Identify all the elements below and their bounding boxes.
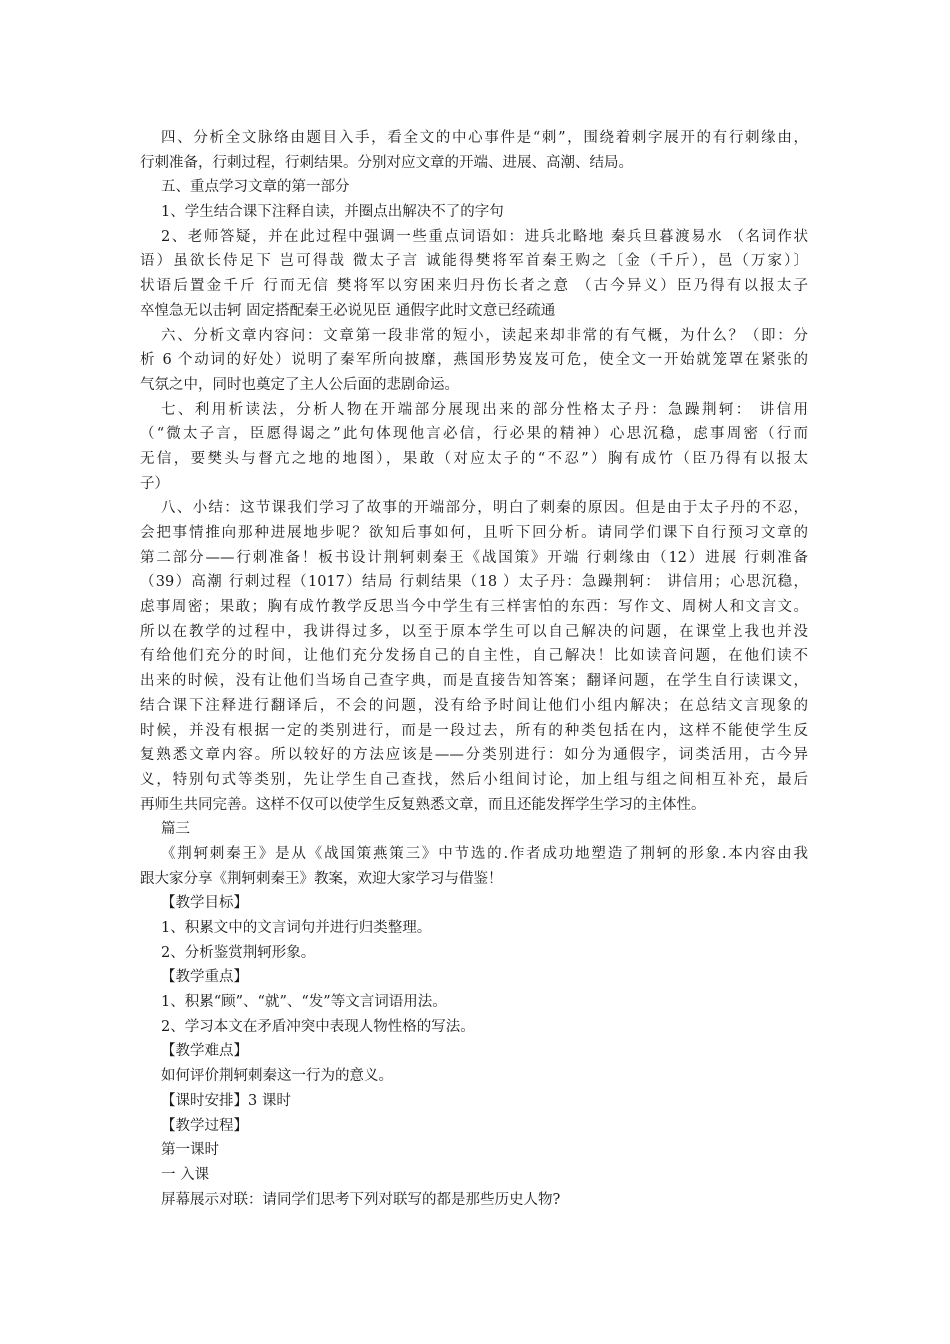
text-line: 2、学习本文在矛盾冲突中表现人物性格的写法。 (161, 1018, 475, 1035)
text-line: 气氛之中，同时也奠定了主人公后面的悲剧命运。 (140, 376, 459, 393)
text-line: 析 6 个动词的好处）说明了秦军所向披靡，燕国形势岌岌可危，使全文一开始就笼罩在紧张的 (140, 352, 808, 369)
text-line: 六、分析文章内容问：文章第一段非常的短小，读起来却非常的有气概，为什么？（即：分 (161, 327, 808, 344)
text-line: 四、分析全文脉络由题目入手，看全文的中心事件是“刺”，围绕着刺字展开的有行刺缘由， (161, 130, 808, 146)
text-line: 如何评价荆轲刺秦这一行为的意义。 (161, 1068, 393, 1085)
text-line: 时候，并没有根据一定的类别进行，而是一段过去，所有的种类包括在内，这样不能使学生反 (140, 722, 808, 739)
text-line: 屏幕展示对联：请同学们思考下列对联写的都是那些历史人物? (161, 1191, 561, 1208)
text-line: 1、积累“顾”、“就”、“发”等文言词语用法。 (161, 994, 447, 1011)
text-line: 卒惶急无以击轲 固定搭配秦王必说见臣 通假字此时文意已经疏通 (140, 302, 556, 319)
document-body (140, 126, 808, 1212)
text-line: 有给他们充分的时间，让他们充分发扬自己的自主性，自己解决！比如读音问题，在他们读不 (140, 648, 808, 665)
text-line: 语）虽欲长侍足下 岂可得哉 微太子言 诚能得樊将军首秦王购之〔金（千斤），邑（万家）〕 (140, 253, 808, 270)
text-line: 2、老师答疑，并在此过程中强调一些重点词语如：进兵北略地 秦兵旦暮渡易水 （名词作状 (161, 228, 808, 245)
text-line: 出来的时候，没有让他们当场自己查字典，而是直接告知答案；翻译问题，在学生自行读课文， (140, 673, 808, 690)
text-line: 【教学重点】 (161, 969, 248, 986)
text-line: 一 入课 (161, 1166, 210, 1183)
text-line: 第一课时 (161, 1142, 219, 1159)
text-line: 跟大家分享《荆轲刺秦王》教案，欢迎大家学习与借鉴！ (140, 870, 503, 887)
text-line: 篇三 (161, 821, 190, 838)
text-line: 八、小结：这节课我们学习了故事的开端部分，明白了刺秦的原因。但是由于太子丹的不忍， (161, 500, 808, 517)
text-line: 无信，要樊头与督亢之地的地图），果敢（对应太子的“不忍”）胸有成竹（臣乃得有以报太 (140, 450, 808, 467)
text-line: 复熟悉文章内容。所以较好的方法应该是——分类别进行：如分为通假字，词类活用，古今异 (140, 747, 808, 764)
text-line: 1、学生结合课下注释自读，并圈点出解决不了的字句 (161, 204, 504, 221)
text-line: 《荆轲刺秦王》是从《战国策燕策三》中节选的.作者成功地塑造了荆轲的形象.本内容由我 (161, 845, 808, 862)
text-line: 状语后置金千斤 行而无信 樊将军以穷困来归丹伤长者之意 （古今异义）臣乃得有以报太子 (140, 278, 808, 295)
text-line: 会把事情推向那种进展地步呢？欲知后事如何，且听下回分析。请同学们课下自行预习文章的 (140, 525, 808, 541)
text-line: （“微太子言，臣愿得谒之”此句体现他言必信，行必果的精神）心思沉稳，虑事周密（行而 (140, 426, 808, 443)
text-line: 【教学过程】 (161, 1117, 248, 1134)
text-line: 义，特别句式等类别，先让学生自己查找，然后小组间讨论，加上组与组之间相互补充，最后 (140, 771, 808, 788)
text-line: 【教学难点】 (161, 1043, 248, 1060)
text-line: （39）高潮 行刺过程（1017）结局 行刺结果（18 ）太子丹：急躁荆轲： 讲信用；心思沉稳， (140, 574, 808, 591)
text-line: 结合课下注释进行翻译后，不会的问题，没有给予时间让他们小组内解决；在总结文言现象的 (140, 697, 808, 714)
text-line: 1、积累文中的文言词句并进行归类整理。 (161, 920, 432, 936)
text-line: 所以在教学的过程中，我讲得过多，以至于原本学生可以自己解决的问题，在课堂上我也并没 (140, 623, 808, 640)
text-line: 五、重点学习文章的第一部分 (161, 179, 350, 196)
text-line: 七、利用析读法，分析人物在开端部分展现出来的部分性格太子丹：急躁荆轲： 讲信用 (161, 401, 808, 418)
text-line: 子） (140, 475, 169, 492)
text-line: 【教学目标】 (161, 895, 248, 912)
text-line: 行刺准备，行刺过程，行刺结果。分别对应文章的开端、进展、高潮、结局。 (140, 154, 633, 171)
text-line: 2、分析鉴赏荆轲形象。 (161, 944, 316, 961)
text-line: 【课时安排】3 课时 (161, 1092, 291, 1109)
text-line: 虑事周密；果敢；胸有成竹教学反思当今中学生有三样害怕的东西：写作文、周树人和文言文。 (140, 599, 808, 616)
text-line: 第二部分——行刺准备！板书设计荆轲刺秦王《战国策》开端 行刺缘由（12）进展 行刺准备 (140, 549, 808, 566)
text-line: 再师生共同完善。这样不仅可以使学生反复熟悉文章，而且还能发挥学生学习的主体性。 (140, 796, 706, 813)
